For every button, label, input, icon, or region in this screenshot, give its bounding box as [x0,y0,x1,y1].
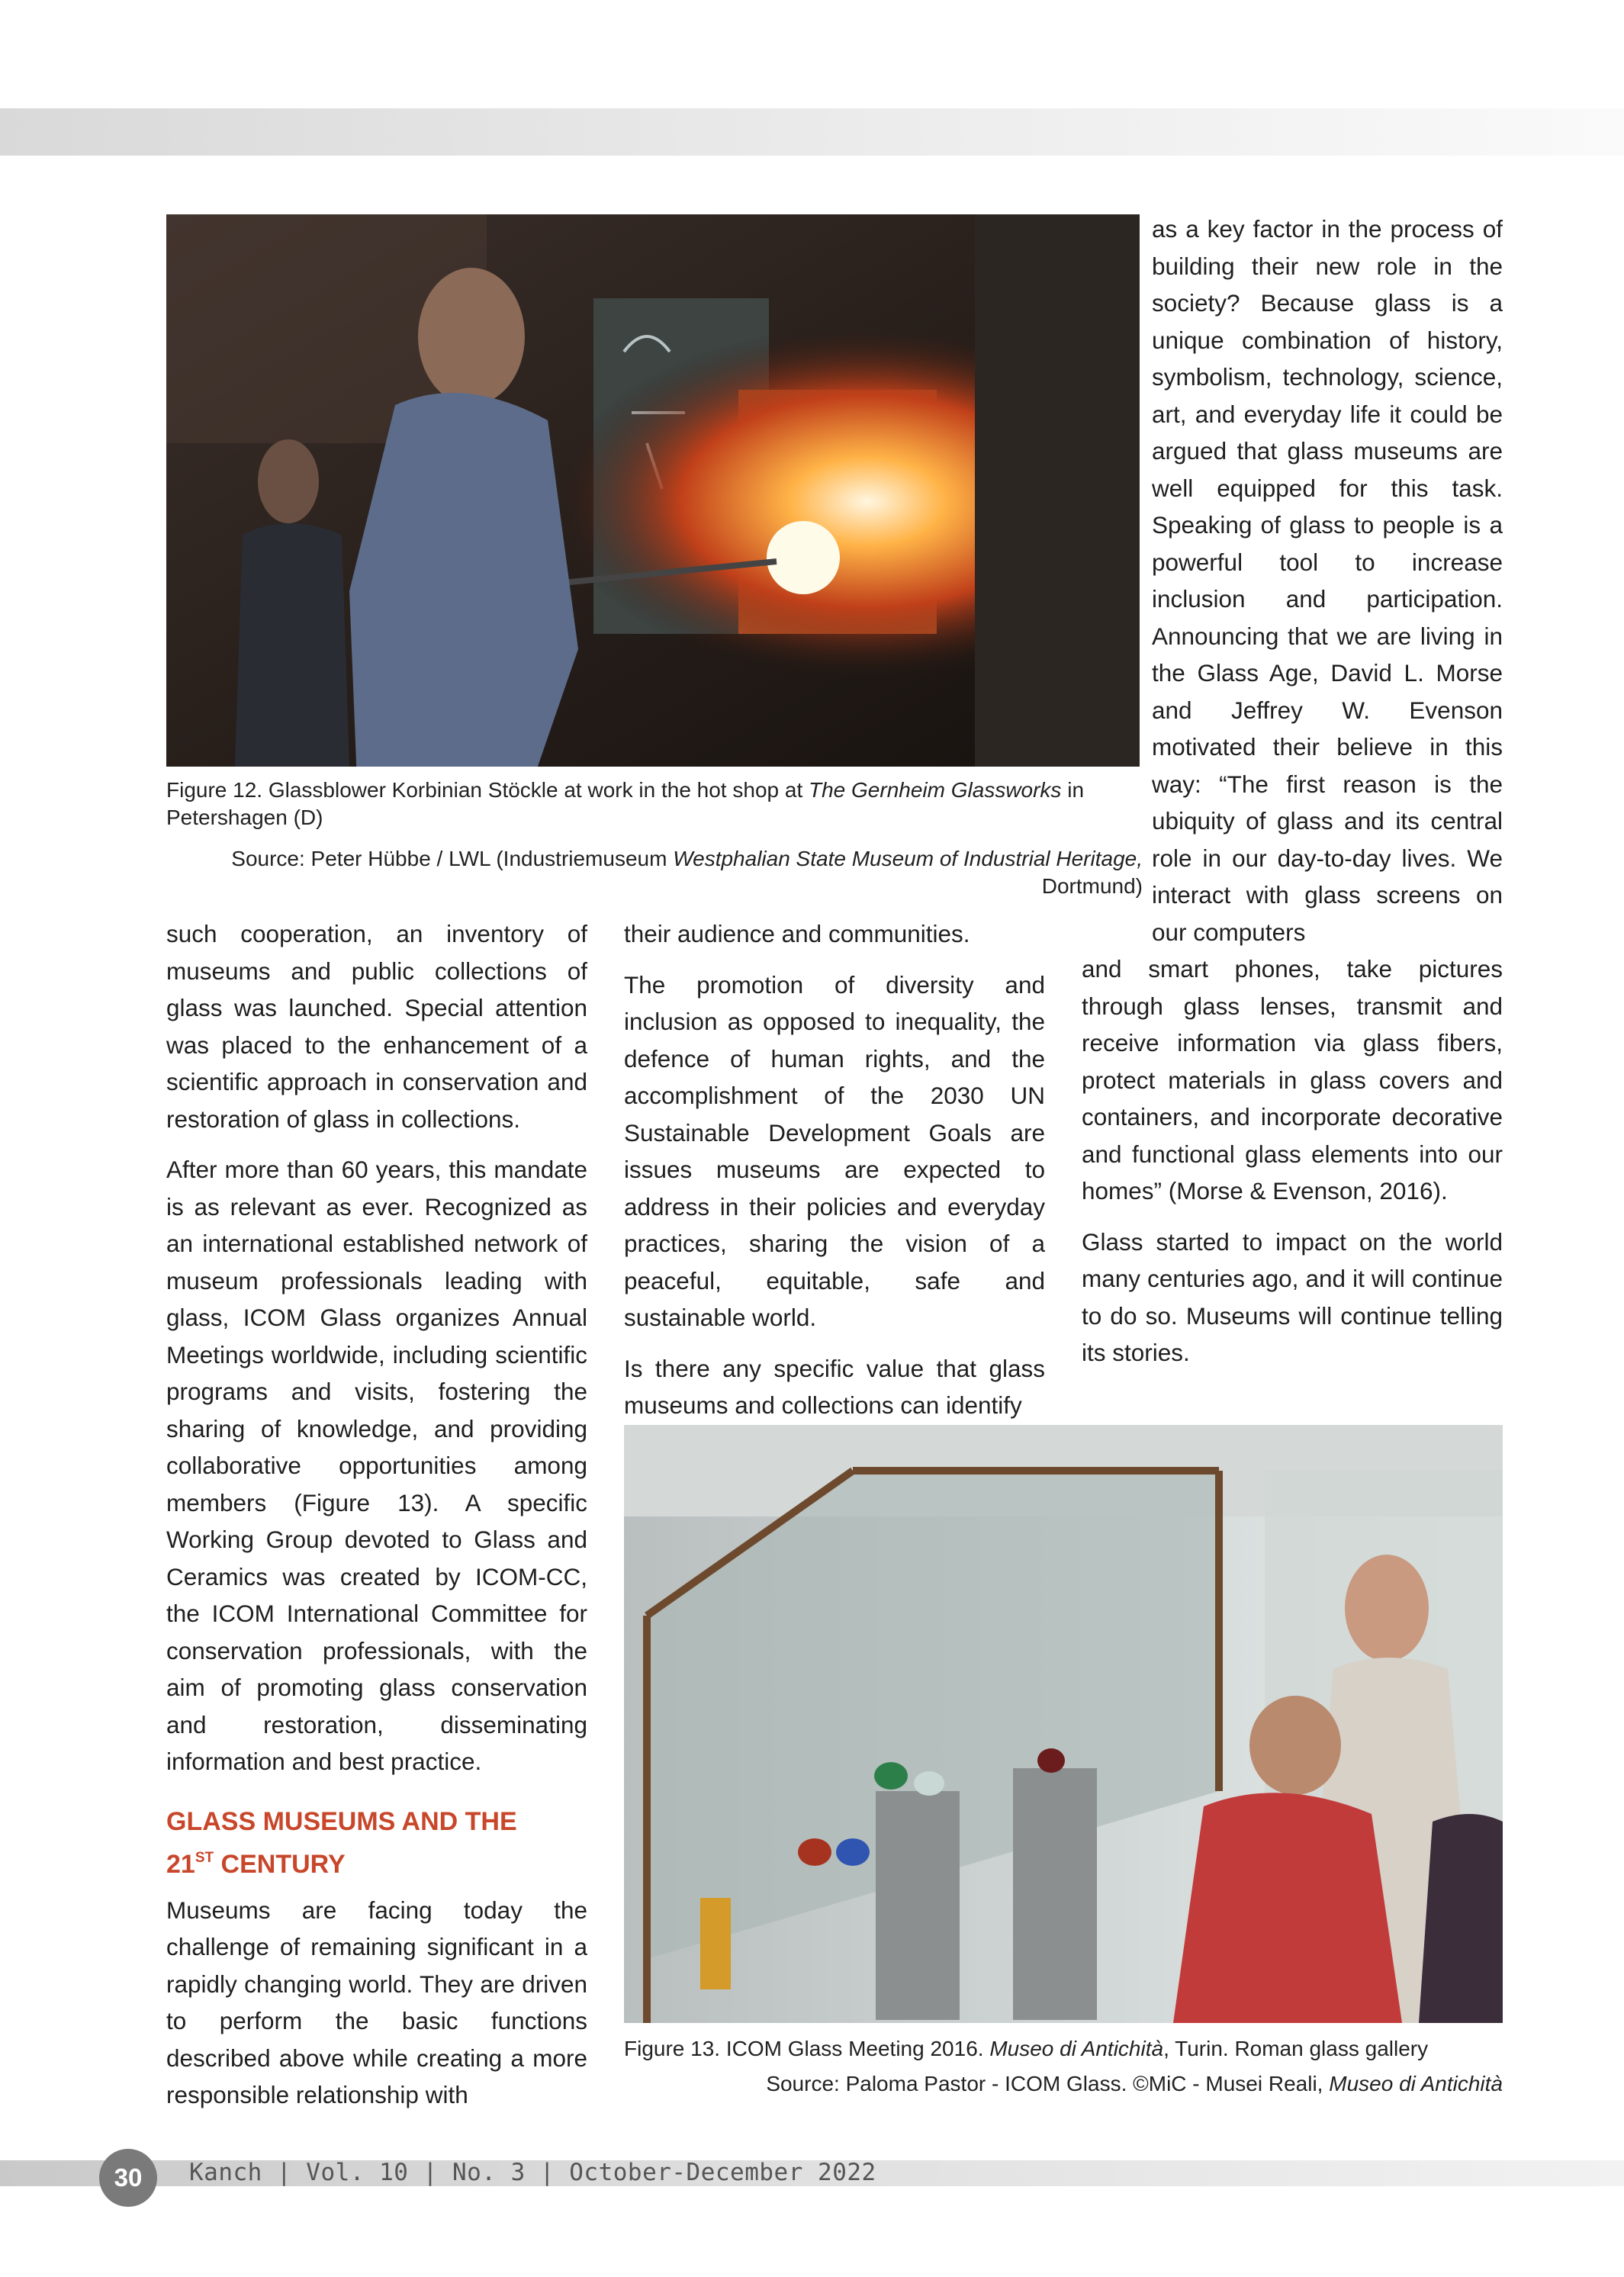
caption-prefix: Figure 12. Glassblower Korbinian Stöckle at work in the hot shop at [166,778,809,802]
caption-place: The Gernheim Glassworks [809,778,1062,802]
header-band [0,108,1624,156]
source-prefix: Source: Peter Hübbe / LWL (Industriemuseum [231,847,674,870]
paragraph: Glass started to impact on the world many centuries ago, and it will continue to do so. Museums will continue telling its stories. [1082,1227,1503,1366]
source-place: Westphalian State Museum of Industrial Heritage, [673,847,1143,870]
journal-info: Kanch | Vol. 10 | No. 3 | October-December 2022 [189,2159,876,2186]
paragraph: their audience and communities. [624,920,970,947]
figure-12-caption [166,777,1143,900]
paragraph: such cooperation, an inventory of museums and public collections of glass was launched. Special attention was placed to the enhancement of a scientific approach in conservation and restoration of glass in collections. [166,920,587,1133]
figure-12-caption-text [166,778,1084,829]
right-column-top [1152,211,1503,950]
source-prefix: Source: Paloma Pastor - ICOM Glass. ©MiC - Musei Reali, [766,2072,1330,2095]
middle-column [624,915,1045,1424]
glass-gallery-photo-icon [624,1425,1503,2023]
glassblower-photo-icon [166,214,1140,767]
paragraph: as a key factor in the process of building their new role in the society? Because glass is a unique combination of history, symbolism, technology, science, art, and everyday life it could be argued that glass museums are well equipped for this task. Speaking of glass to people is a powerful tool to increase inclusion and participation. Announcing that we are living in the Glass Age, David L. Morse and Jeffrey W. Evenson motivated their believe in this way: “The first reason is the ubiquity of glass and its central role in our day-to-day lives. We interact with glass screens on our computers [1152,215,1503,946]
heading-line-1: GLASS MUSEUMS AND THE [166,1806,517,1836]
figure-12-source [166,845,1143,900]
paragraph: After more than 60 years, this mandate is as relevant as ever. Recognized as an international established network of museum professionals leading with glass, ICOM Glass organizes Annual Meetings worldwide, including scientific programs and visits, fostering the sharing of knowledge, and providing collaborative opportunities among members (Figure 13). A specific Working Group devoted to Glass and Ceramics was created by ICOM-CC, the ICOM International Committee for conservation professionals, with the aim of promoting glass conservation and restoration, disseminating information and best practice. [166,1156,587,1775]
caption-place: Museo di Antichità [989,2037,1164,2060]
heading-line-2-number: 21 [166,1849,195,1879]
source-suffix: Dortmund) [1041,874,1143,898]
heading-line-2-rest: CENTURY [214,1849,346,1879]
section-heading [166,1803,587,1883]
right-column-mid [1082,950,1503,1372]
figure-13-caption [624,2035,1503,2098]
figure-13-source [624,2070,1503,2098]
page-number: 30 [99,2149,157,2207]
caption-suffix: , Turin. Roman glass gallery [1163,2037,1429,2060]
caption-suffix: in Petershagen (D) [166,778,1085,829]
left-column [166,915,587,2114]
heading-line-2-suffix: ST [195,1849,214,1866]
paragraph: and smart phones, take pictures through glass lenses, transmit and receive information via glass fibers, protect materials in glass covers and containers, and incorporate decorative and functional glass elements into our homes” (Morse & Evenson, 2016). [1082,955,1503,1204]
paragraph: Is there any specific value that glass museums and collections can identify [624,1354,1045,1419]
caption-prefix: Figure 13. ICOM Glass Meeting 2016. [624,2037,990,2060]
paragraph: The promotion of diversity and inclusion as opposed to inequality, the defence of human rights, and the accomplishment of the 2030 UN Sustainable Development Goals are issues museums are expected to address in their policies and everyday practices, sharing the vision of a peaceful, equitable, safe and sustainable world. [624,970,1045,1331]
figure-13-caption-text [624,2037,1428,2060]
paragraph: Museums are facing today the challenge of remaining significant in a rapidly changing world. They are driven to perform the basic functions described above while creating a more responsible relationship with [166,1896,587,2108]
figure-13-photo [624,1425,1503,2023]
source-place: Museo di Antichità [1329,2072,1503,2095]
figure-12-photo [166,214,1140,767]
